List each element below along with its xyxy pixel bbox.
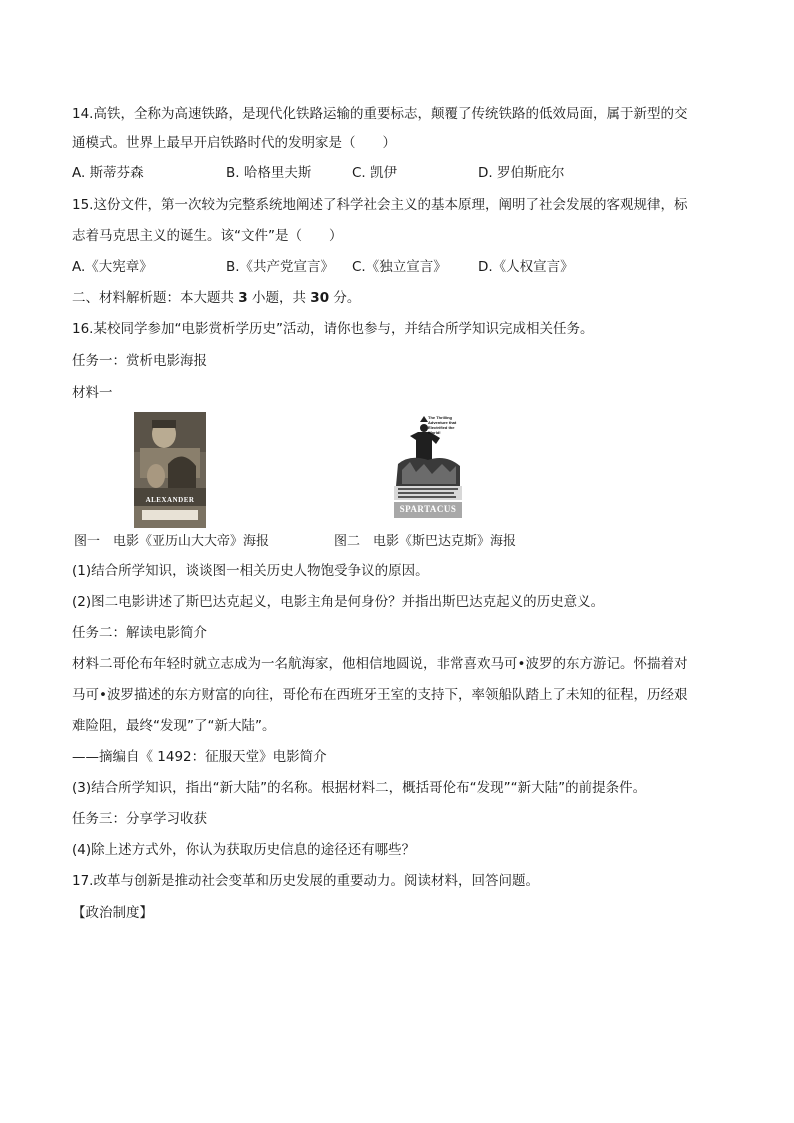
q16-material2-line1: 材料二哥伦布年轻时就立志成为一名航海家，他相信地圆说，非常喜欢马可•波罗的东方游记。怀揣着对	[72, 656, 688, 672]
q16-task1: 任务一：赏析电影海报	[72, 353, 207, 369]
q16-sub2: (2)图二电影讲述了斯巴达克起义，电影主角是何身份？并指出斯巴达克起义的历史意义。	[72, 594, 605, 610]
q14-stem-line2: 通模式。世界上最早开启铁路时代的发明家是（ ）	[72, 135, 396, 151]
section-total-points: 30	[310, 290, 330, 306]
q15-option-b: B.《共产党宣言》	[226, 259, 335, 275]
q14-option-c: C. 凯伊	[352, 165, 398, 181]
spartacus-poster-title: SPARTACUS	[399, 504, 457, 514]
q16-task2: 任务二：解读电影简介	[72, 625, 207, 641]
q16-intro: 16.某校同学参加“电影赏析学历史”活动，请你也参与，并结合所学知识完成相关任务。	[72, 321, 594, 337]
alexander-poster-title: ALEXANDER	[145, 496, 195, 504]
q14-option-a: A. 斯蒂芬森	[72, 165, 144, 181]
spartacus-poster-tagline: The Thrilling Adventure that Electrified the World!	[428, 415, 457, 435]
q15-stem-line1: 15.这份文件，第一次较为完整系统地阐述了科学社会主义的基本原理，阐明了社会发展的客观规律，标	[72, 197, 688, 213]
alexander-poster-image	[134, 412, 206, 528]
section-heading-prefix: 二、材料解析题：本大题共	[72, 290, 239, 306]
figure2-caption: 图二 电影《斯巴达克斯》海报	[334, 534, 517, 549]
q15-stem-line2: 志着马克思主义的诞生。该“文件”是（ ）	[72, 228, 343, 244]
q16-sub3: (3)结合所学知识，指出“新大陆”的名称。根据材料二，概括哥伦布“发现”“新大陆”的前提条件。	[72, 780, 647, 796]
q16-material2-line3: 难险阻，最终“发现”了“新大陆”。	[72, 718, 276, 734]
section-heading-suffix: 分。	[329, 290, 361, 306]
q16-sub4: (4)除上述方式外，你认为获取历史信息的途径还有哪些？	[72, 842, 416, 858]
q15-option-c: C.《独立宣言》	[352, 259, 447, 275]
section-heading-mid: 小题，共	[247, 290, 311, 306]
q14-stem-line1: 14.高铁，全称为高速铁路，是现代化铁路运输的重要标志，颠覆了传统铁路的低效局面，属于新型的交	[72, 106, 688, 122]
q16-sub1: (1)结合所学知识，谈谈图一相关历史人物饱受争议的原因。	[72, 563, 429, 579]
section-question-count: 3	[238, 290, 248, 306]
q16-material2-source: ——摘编自《 1492：征服天堂》电影简介	[72, 749, 327, 765]
q16-task3: 任务三：分享学习收获	[72, 811, 207, 827]
figure1-caption: 图一 电影《亚历山大大帝》海报	[74, 534, 270, 549]
q14-option-d: D. 罗伯斯庇尔	[478, 165, 565, 181]
q15-option-d: D.《人权宣言》	[478, 259, 574, 275]
q17-heading: 【政治制度】	[72, 905, 153, 921]
section-heading	[72, 288, 360, 308]
q16-material1-label: 材料一	[72, 385, 113, 401]
spartacus-poster-image	[390, 414, 466, 526]
q15-option-a: A.《大宪章》	[72, 259, 153, 275]
q17-intro: 17.改革与创新是推动社会变革和历史发展的重要动力。阅读材料，回答问题。	[72, 873, 539, 889]
q14-option-b: B. 哈格里夫斯	[226, 165, 312, 181]
q16-material2-line2: 马可•波罗描述的东方财富的向往，哥伦布在西班牙王室的支持下，率领船队踏上了未知的征程，历经艰	[72, 687, 688, 703]
